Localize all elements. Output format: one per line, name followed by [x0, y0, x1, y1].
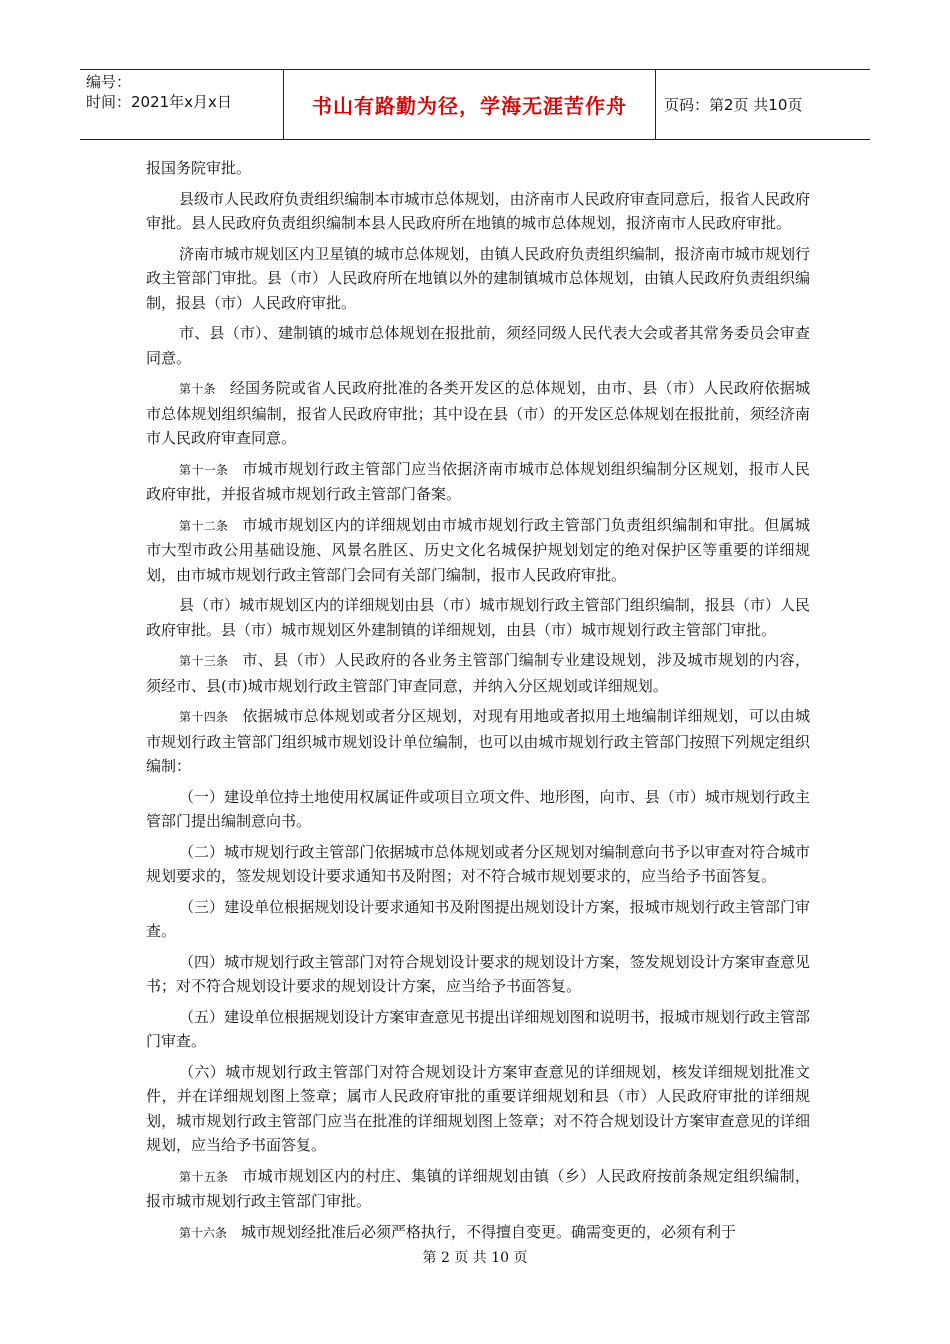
paragraph [146, 1060, 810, 1158]
article-number: 第十五条 [179, 1169, 229, 1184]
paragraph-text: 市城市规划行政主管部门应当依据济南市城市总体规划组织编制分区规划，报市人民政府审批，并报省城市规划行政主管部门备案。 [146, 459, 810, 503]
paragraph [146, 1164, 810, 1214]
paragraph [146, 321, 810, 370]
paragraph-text: 经国务院或省人民政府批准的各类开发区的总体规划，由市、县（市）人民政府依据城市总体规划组织编制，报省人民政府审批；其中设在县（市）的开发区总体规划在报批前，须经济南市人民政府审查同意。 [146, 379, 810, 447]
article-number: 第十一条 [179, 462, 229, 477]
paragraph-text: 报国务院审批。 [146, 159, 252, 177]
paragraph [146, 513, 810, 588]
paragraph [146, 593, 810, 642]
paragraph-text: 市城市规划区内的详细规划由市城市规划行政主管部门负责组织编制和审批。但属城市大型市政公用基础设施、风景名胜区、历史文化名城保护规划划定的绝对保护区等重要的详细规划，由市城市规划行政主管部门会同有关部门编制，报市人民政府审批。 [146, 515, 810, 584]
document-body [146, 156, 810, 1251]
paragraph-text: （三）建设单位根据规划设计要求通知书及附图提出规划设计方案，报城市规划行政主管部门审查。 [146, 897, 810, 940]
article-number: 第十二条 [179, 518, 229, 533]
document-number-label: 编号： [86, 73, 132, 91]
header-meta-cell [80, 70, 284, 139]
article-number: 第十条 [179, 382, 216, 396]
paragraph-text: 济南市城市规划区内卫星镇的城市总体规划，由镇人民政府负责组织编制，报济南市城市规划行政主管部门审批。县（市）人民政府所在地镇以外的建制镇城市总体规划，由镇人民政府负责组织编制，报县（市）人民政府审批。 [146, 244, 810, 312]
paragraph [146, 1005, 810, 1054]
header-page-cell [656, 70, 870, 139]
paragraph-text: 县级市人民政府负责组织编制本市城市总体规划，由济南市人民政府审查同意后，报省人民政府审批。县人民政府负责组织编制本县人民政府所在地镇的城市总体规划，报济南市人民政府审批。 [146, 189, 810, 232]
paragraph [146, 785, 810, 834]
page-header [80, 69, 870, 140]
paragraph [146, 242, 810, 316]
paragraph [146, 376, 810, 451]
page-footer: 第 2 页 共 10 页 [422, 1250, 528, 1266]
paragraph [146, 950, 810, 999]
paragraph [146, 840, 810, 889]
header-motto: 书山有路勤为径，学海无涯苦作舟 [312, 94, 627, 118]
paragraph-text: （四）城市规划行政主管部门对符合规划设计要求的规划设计方案，签发规划设计方案审查意见书；对不符合规划设计要求的规划设计方案，应当给予书面答复。 [146, 952, 810, 995]
article-number: 第十六条 [179, 1225, 228, 1240]
paragraph-text: 县（市）城市规划区内的详细规划由县（市）城市规划行政主管部门组织编制，报县（市）人民政府审批。县（市）城市规划区外建制镇的详细规划，由县（市）城市规划行政主管部门审批。 [146, 596, 810, 639]
header-motto-cell [284, 70, 656, 139]
paragraph [146, 187, 810, 236]
paragraph [146, 1220, 810, 1246]
paragraph-text: （二）城市规划行政主管部门依据城市总体规划或者分区规划对编制意向书予以审查对符合城市规划要求的，签发规划设计要求通知书及附图；对不符合城市规划要求的，应当给予书面答复。 [146, 842, 810, 885]
article-number: 第十四条 [179, 710, 229, 724]
paragraph-text: （五）建设单位根据规划设计方案审查意见书提出详细规划图和说明书，报城市规划行政主管部门审查。 [146, 1007, 810, 1050]
header-page-info: 页码：第2页 共10页 [664, 96, 803, 114]
paragraph-text: 市、县（市）、建制镇的城市总体规划在报批前，须经同级人民代表大会或者其常务委员会审查同意。 [146, 324, 810, 367]
paragraph-text: 市、县（市）人民政府的各业务主管部门编制专业建设规划，涉及城市规划的内容，须经市、县(市)城市规划行政主管部门审查同意，并纳入分区规划或详细规划。 [146, 651, 810, 695]
paragraph-text: 城市规划经批准后必须严格执行，不得擅自变更。确需变更的，必须有利于 [241, 1222, 737, 1241]
paragraph [146, 704, 810, 779]
paragraph [146, 457, 810, 507]
document-time-label: 时间：2021年x月x日 [86, 93, 232, 111]
paragraph [146, 648, 810, 698]
paragraph [146, 156, 810, 181]
paragraph-text: 市城市规划区内的村庄、集镇的详细规划由镇（乡）人民政府按前条规定组织编制，报市城市规划行政主管部门审批。 [146, 1166, 810, 1210]
article-number: 第十三条 [179, 654, 229, 668]
paragraph-text: （一）建设单位持土地使用权属证件或项目立项文件、地形图，向市、县（市）城市规划行政主管部门提出编制意向书。 [146, 787, 810, 830]
paragraph-text: 依据城市总体规划或者分区规划，对现有用地或者拟用土地编制详细规划，可以由城市规划行政主管部门组织城市规划设计单位编制，也可以由城市规划行政主管部门按照下列规定组织编制： [146, 707, 810, 775]
paragraph [146, 895, 810, 944]
paragraph-text: （六）城市规划行政主管部门对符合规划设计方案审查意见的详细规划，核发详细规划批准文件，并在详细规划图上签章；属市人民政府审批的重要详细规划和县（市）人民政府审批的详细规划，城市规划行政主管部门应当在批准的详细规划图上签章；对不符合规划设计方案审查意见的详细规划，应当给予书面答复。 [146, 1062, 810, 1154]
